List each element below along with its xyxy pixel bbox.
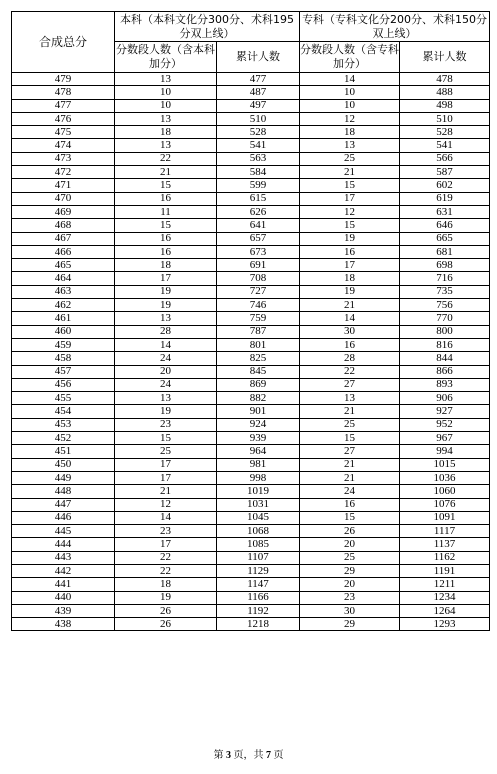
table-row [12,418,490,431]
junior-college-cumulative-cell: 716 [400,272,490,285]
total-score-cell: 453 [12,418,115,431]
junior-college-segment-cell: 16 [300,245,400,258]
undergraduate-cumulative-cell: 882 [217,392,300,405]
junior-college-segment-cell: 10 [300,99,400,112]
footer-prefix: 第 [213,750,224,761]
undergraduate-cumulative-cell: 727 [217,285,300,298]
undergraduate-cumulative-cell: 964 [217,445,300,458]
table-row [12,405,490,418]
table-row [12,445,490,458]
total-score-cell: 458 [12,352,115,365]
total-score-cell: 454 [12,405,115,418]
undergraduate-segment-cell: 15 [115,432,217,445]
junior-college-cumulative-cell: 967 [400,432,490,445]
table-row [12,219,490,232]
undergraduate-segment-cell: 18 [115,578,217,591]
undergraduate-cumulative-cell: 801 [217,338,300,351]
table-row [12,525,490,538]
junior-college-segment-cell: 18 [300,272,400,285]
table-row [12,73,490,86]
header-junior-college-group: 专科（专科文化分200分、术科150分双上线） [300,12,490,42]
undergraduate-segment-cell: 17 [115,471,217,484]
total-score-cell: 461 [12,312,115,325]
undergraduate-segment-cell: 23 [115,525,217,538]
junior-college-segment-cell: 25 [300,152,400,165]
undergraduate-segment-cell: 26 [115,604,217,617]
undergraduate-cumulative-cell: 1166 [217,591,300,604]
table-row [12,179,490,192]
table-row [12,578,490,591]
table-row [12,232,490,245]
total-score-cell: 469 [12,205,115,218]
total-score-cell: 466 [12,245,115,258]
junior-college-cumulative-cell: 735 [400,285,490,298]
table-row [12,259,490,272]
undergraduate-cumulative-cell: 869 [217,378,300,391]
junior-college-segment-cell: 14 [300,73,400,86]
junior-college-segment-cell: 27 [300,445,400,458]
table-row [12,152,490,165]
junior-college-segment-cell: 15 [300,511,400,524]
undergraduate-segment-cell: 13 [115,392,217,405]
table-body [12,73,490,631]
junior-college-cumulative-cell: 498 [400,99,490,112]
undergraduate-segment-cell: 21 [115,166,217,179]
undergraduate-cumulative-cell: 1129 [217,564,300,577]
table-row [12,352,490,365]
junior-college-cumulative-cell: 681 [400,245,490,258]
table-row [12,166,490,179]
undergraduate-cumulative-cell: 1068 [217,525,300,538]
junior-college-cumulative-cell: 566 [400,152,490,165]
junior-college-segment-cell: 21 [300,405,400,418]
junior-college-segment-cell: 25 [300,551,400,564]
table-row [12,192,490,205]
undergraduate-segment-cell: 20 [115,365,217,378]
table-row [12,99,490,112]
undergraduate-cumulative-cell: 510 [217,112,300,125]
junior-college-segment-cell: 17 [300,192,400,205]
undergraduate-cumulative-cell: 901 [217,405,300,418]
junior-college-segment-cell: 13 [300,139,400,152]
table-row [12,618,490,631]
table-row [12,272,490,285]
total-score-cell: 465 [12,259,115,272]
table-row [12,432,490,445]
undergraduate-cumulative-cell: 673 [217,245,300,258]
total-score-cell: 440 [12,591,115,604]
undergraduate-cumulative-cell: 939 [217,432,300,445]
junior-college-segment-cell: 15 [300,219,400,232]
undergraduate-segment-cell: 16 [115,232,217,245]
undergraduate-cumulative-cell: 477 [217,73,300,86]
undergraduate-segment-cell: 13 [115,139,217,152]
junior-college-cumulative-cell: 698 [400,259,490,272]
total-score-cell: 460 [12,325,115,338]
junior-college-segment-cell: 30 [300,604,400,617]
undergraduate-cumulative-cell: 691 [217,259,300,272]
undergraduate-cumulative-cell: 746 [217,299,300,312]
total-score-cell: 456 [12,378,115,391]
junior-college-cumulative-cell: 770 [400,312,490,325]
table-row [12,86,490,99]
undergraduate-segment-cell: 22 [115,551,217,564]
undergraduate-cumulative-cell: 1031 [217,498,300,511]
table-row [12,458,490,471]
junior-college-segment-cell: 21 [300,299,400,312]
undergraduate-cumulative-cell: 981 [217,458,300,471]
undergraduate-segment-cell: 21 [115,485,217,498]
junior-college-segment-cell: 28 [300,352,400,365]
junior-college-cumulative-cell: 927 [400,405,490,418]
junior-college-cumulative-cell: 1191 [400,564,490,577]
junior-college-cumulative-cell: 1234 [400,591,490,604]
undergraduate-segment-cell: 22 [115,564,217,577]
junior-college-segment-cell: 22 [300,365,400,378]
total-score-cell: 462 [12,299,115,312]
undergraduate-segment-cell: 16 [115,245,217,258]
undergraduate-segment-cell: 13 [115,112,217,125]
total-score-cell: 467 [12,232,115,245]
total-score-cell: 444 [12,538,115,551]
junior-college-segment-cell: 19 [300,232,400,245]
table-row [12,325,490,338]
undergraduate-segment-cell: 14 [115,511,217,524]
table-row [12,564,490,577]
table-row [12,299,490,312]
footer-middle: 页，共 [233,750,264,761]
junior-college-segment-cell: 10 [300,86,400,99]
undergraduate-cumulative-cell: 657 [217,232,300,245]
table-row [12,205,490,218]
junior-college-segment-cell: 13 [300,392,400,405]
junior-college-cumulative-cell: 756 [400,299,490,312]
undergraduate-segment-cell: 23 [115,418,217,431]
undergraduate-segment-cell: 28 [115,325,217,338]
junior-college-segment-cell: 27 [300,378,400,391]
footer-current-page: 3 [226,750,231,761]
total-score-cell: 459 [12,338,115,351]
header-junior-college-cumulative: 累计人数 [400,42,490,73]
undergraduate-segment-cell: 11 [115,205,217,218]
table-row [12,312,490,325]
undergraduate-cumulative-cell: 487 [217,86,300,99]
undergraduate-segment-cell: 22 [115,152,217,165]
undergraduate-segment-cell: 10 [115,86,217,99]
undergraduate-cumulative-cell: 584 [217,166,300,179]
total-score-cell: 479 [12,73,115,86]
footer-suffix: 页 [273,750,284,761]
undergraduate-cumulative-cell: 998 [217,471,300,484]
total-score-cell: 457 [12,365,115,378]
junior-college-cumulative-cell: 1264 [400,604,490,617]
junior-college-cumulative-cell: 893 [400,378,490,391]
junior-college-segment-cell: 15 [300,432,400,445]
table-row [12,485,490,498]
undergraduate-cumulative-cell: 641 [217,219,300,232]
undergraduate-segment-cell: 17 [115,272,217,285]
undergraduate-segment-cell: 17 [115,458,217,471]
junior-college-cumulative-cell: 541 [400,139,490,152]
undergraduate-cumulative-cell: 759 [217,312,300,325]
header-undergraduate-cumulative: 累计人数 [217,42,300,73]
junior-college-segment-cell: 14 [300,312,400,325]
junior-college-segment-cell: 16 [300,338,400,351]
junior-college-cumulative-cell: 994 [400,445,490,458]
table-row [12,285,490,298]
table-row [12,551,490,564]
total-score-cell: 443 [12,551,115,564]
table-row [12,112,490,125]
table-row [12,365,490,378]
junior-college-cumulative-cell: 800 [400,325,490,338]
junior-college-segment-cell: 21 [300,166,400,179]
junior-college-segment-cell: 21 [300,471,400,484]
undergraduate-cumulative-cell: 541 [217,139,300,152]
junior-college-segment-cell: 18 [300,126,400,139]
total-score-cell: 476 [12,112,115,125]
total-score-cell: 472 [12,166,115,179]
junior-college-cumulative-cell: 488 [400,86,490,99]
junior-college-segment-cell: 20 [300,578,400,591]
table-row [12,338,490,351]
total-score-cell: 474 [12,139,115,152]
undergraduate-cumulative-cell: 1218 [217,618,300,631]
undergraduate-cumulative-cell: 1107 [217,551,300,564]
undergraduate-segment-cell: 15 [115,219,217,232]
undergraduate-segment-cell: 26 [115,618,217,631]
junior-college-cumulative-cell: 1162 [400,551,490,564]
total-score-cell: 441 [12,578,115,591]
junior-college-cumulative-cell: 1117 [400,525,490,538]
junior-college-segment-cell: 21 [300,458,400,471]
total-score-cell: 470 [12,192,115,205]
score-distribution-table [11,11,490,631]
table-row [12,604,490,617]
undergraduate-segment-cell: 25 [115,445,217,458]
junior-college-cumulative-cell: 1060 [400,485,490,498]
table-row [12,126,490,139]
undergraduate-cumulative-cell: 626 [217,205,300,218]
undergraduate-cumulative-cell: 825 [217,352,300,365]
total-score-cell: 450 [12,458,115,471]
undergraduate-cumulative-cell: 708 [217,272,300,285]
junior-college-segment-cell: 19 [300,285,400,298]
header-undergraduate-group: 本科（本科文化分300分、术科195分双上线） [115,12,300,42]
junior-college-segment-cell: 30 [300,325,400,338]
junior-college-segment-cell: 26 [300,525,400,538]
junior-college-cumulative-cell: 646 [400,219,490,232]
total-score-cell: 473 [12,152,115,165]
total-score-cell: 475 [12,126,115,139]
junior-college-segment-cell: 15 [300,179,400,192]
table-row [12,591,490,604]
junior-college-cumulative-cell: 952 [400,418,490,431]
junior-college-segment-cell: 25 [300,418,400,431]
undergraduate-segment-cell: 13 [115,73,217,86]
junior-college-cumulative-cell: 478 [400,73,490,86]
undergraduate-segment-cell: 18 [115,259,217,272]
header-undergraduate-segment-count: 分数段人数（含本科加分） [115,42,217,73]
total-score-cell: 448 [12,485,115,498]
total-score-cell: 447 [12,498,115,511]
junior-college-segment-cell: 12 [300,205,400,218]
total-score-cell: 445 [12,525,115,538]
header-junior-college-segment-count: 分数段人数（含专科加分） [300,42,400,73]
undergraduate-segment-cell: 10 [115,99,217,112]
junior-college-cumulative-cell: 1211 [400,578,490,591]
junior-college-cumulative-cell: 665 [400,232,490,245]
undergraduate-cumulative-cell: 924 [217,418,300,431]
junior-college-cumulative-cell: 1036 [400,471,490,484]
undergraduate-segment-cell: 16 [115,192,217,205]
table-row [12,498,490,511]
junior-college-cumulative-cell: 631 [400,205,490,218]
undergraduate-cumulative-cell: 1085 [217,538,300,551]
undergraduate-segment-cell: 18 [115,126,217,139]
junior-college-cumulative-cell: 587 [400,166,490,179]
undergraduate-segment-cell: 19 [115,299,217,312]
undergraduate-segment-cell: 19 [115,405,217,418]
junior-college-segment-cell: 29 [300,618,400,631]
total-score-cell: 439 [12,604,115,617]
total-score-cell: 438 [12,618,115,631]
junior-college-cumulative-cell: 1091 [400,511,490,524]
junior-college-segment-cell: 12 [300,112,400,125]
undergraduate-cumulative-cell: 787 [217,325,300,338]
table-row [12,392,490,405]
table-row [12,511,490,524]
undergraduate-cumulative-cell: 563 [217,152,300,165]
junior-college-cumulative-cell: 1293 [400,618,490,631]
junior-college-segment-cell: 23 [300,591,400,604]
total-score-cell: 477 [12,99,115,112]
junior-college-segment-cell: 24 [300,485,400,498]
junior-college-cumulative-cell: 1137 [400,538,490,551]
undergraduate-segment-cell: 14 [115,338,217,351]
undergraduate-cumulative-cell: 845 [217,365,300,378]
undergraduate-segment-cell: 15 [115,179,217,192]
junior-college-segment-cell: 20 [300,538,400,551]
undergraduate-segment-cell: 24 [115,378,217,391]
total-score-cell: 471 [12,179,115,192]
undergraduate-segment-cell: 12 [115,498,217,511]
total-score-cell: 446 [12,511,115,524]
total-score-cell: 442 [12,564,115,577]
total-score-cell: 451 [12,445,115,458]
junior-college-cumulative-cell: 816 [400,338,490,351]
junior-college-segment-cell: 17 [300,259,400,272]
total-score-cell: 449 [12,471,115,484]
undergraduate-segment-cell: 17 [115,538,217,551]
undergraduate-cumulative-cell: 599 [217,179,300,192]
undergraduate-segment-cell: 19 [115,591,217,604]
page-footer [0,746,497,761]
header-total-score: 合成总分 [12,12,115,73]
junior-college-cumulative-cell: 1076 [400,498,490,511]
undergraduate-cumulative-cell: 1147 [217,578,300,591]
junior-college-cumulative-cell: 1015 [400,458,490,471]
junior-college-segment-cell: 16 [300,498,400,511]
undergraduate-cumulative-cell: 497 [217,99,300,112]
junior-college-segment-cell: 29 [300,564,400,577]
table-row [12,378,490,391]
undergraduate-cumulative-cell: 615 [217,192,300,205]
table-row [12,471,490,484]
total-score-cell: 478 [12,86,115,99]
junior-college-cumulative-cell: 844 [400,352,490,365]
table-row [12,538,490,551]
junior-college-cumulative-cell: 619 [400,192,490,205]
table-row [12,245,490,258]
footer-total-pages: 7 [266,750,271,761]
total-score-cell: 464 [12,272,115,285]
junior-college-cumulative-cell: 906 [400,392,490,405]
undergraduate-cumulative-cell: 1019 [217,485,300,498]
undergraduate-cumulative-cell: 1045 [217,511,300,524]
undergraduate-segment-cell: 24 [115,352,217,365]
total-score-cell: 463 [12,285,115,298]
junior-college-cumulative-cell: 602 [400,179,490,192]
junior-college-cumulative-cell: 510 [400,112,490,125]
total-score-cell: 455 [12,392,115,405]
junior-college-cumulative-cell: 866 [400,365,490,378]
undergraduate-cumulative-cell: 528 [217,126,300,139]
junior-college-cumulative-cell: 528 [400,126,490,139]
undergraduate-segment-cell: 19 [115,285,217,298]
undergraduate-segment-cell: 13 [115,312,217,325]
total-score-cell: 452 [12,432,115,445]
undergraduate-cumulative-cell: 1192 [217,604,300,617]
table-row [12,139,490,152]
total-score-cell: 468 [12,219,115,232]
